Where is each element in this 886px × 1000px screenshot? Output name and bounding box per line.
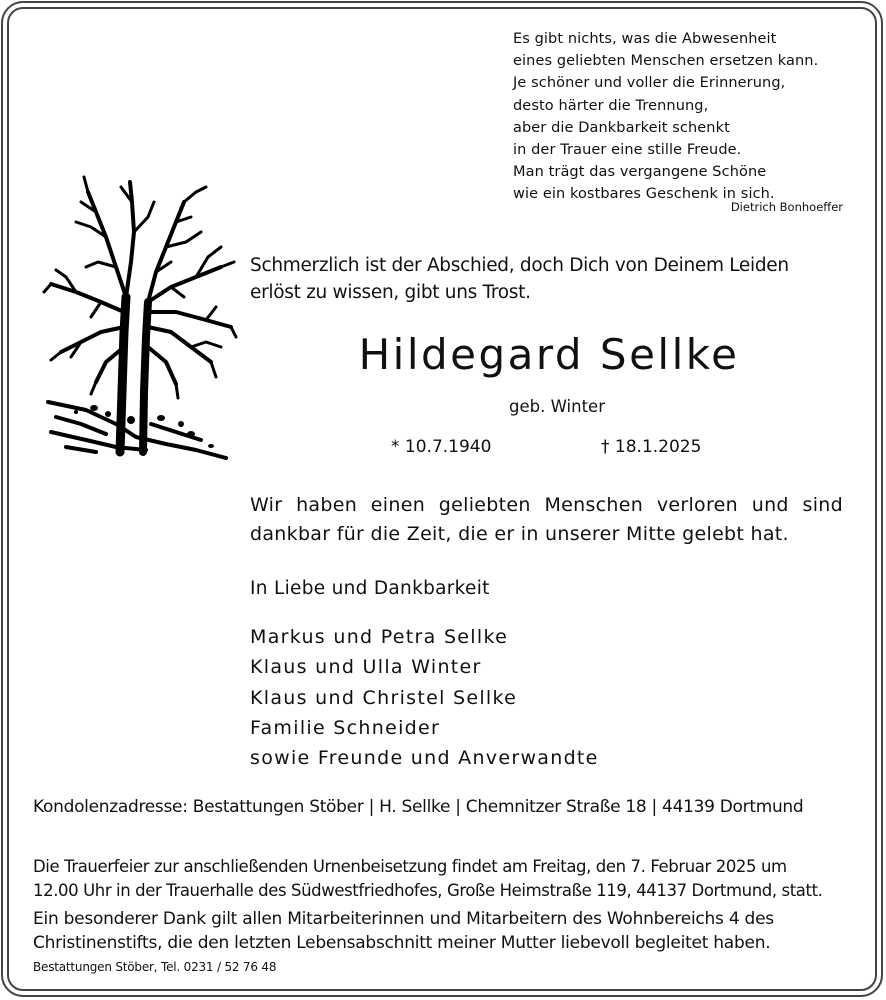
mourner-item: Klaus und Ulla Winter bbox=[250, 656, 482, 679]
mourner-item: Familie Schneider bbox=[250, 716, 441, 739]
intro-text bbox=[250, 252, 850, 306]
funeral-line: 12.00 Uhr in der Trauerhalle des Südwestfriedhofes, Große Heimstraße 119, 44137 Dortmund, statt. bbox=[33, 880, 823, 900]
quote-line: Es gibt nichts, was die Abwesenheit bbox=[513, 31, 777, 47]
undertaker-contact: Bestattungen Stöber, Tel. 0231 / 52 76 48 bbox=[33, 960, 277, 974]
thanks-line: Ein besonderer Dank gilt allen Mitarbeiterinnen und Mitarbeitern des Wohnbereichs 4 des bbox=[33, 909, 774, 929]
intro-line: erlöst zu wissen, gibt uns Trost. bbox=[250, 282, 531, 303]
quote-line: eines geliebten Menschen ersetzen kann. bbox=[513, 53, 819, 70]
message-line: Wir haben einen geliebten Menschen verloren und sind bbox=[250, 494, 843, 516]
death-date: † 18.1.2025 bbox=[601, 437, 702, 457]
deceased-name: Hildegard Sellke bbox=[358, 330, 740, 379]
mourner-item: sowie Freunde und Anverwandte bbox=[250, 747, 599, 770]
condolence-address: Kondolenzadresse: Bestattungen Stöber | H. Sellke | Chemnitzer Straße 18 | 44139 Dortmund bbox=[33, 797, 804, 817]
message-line: dankbar für die Zeit, die er in unserer Mitte gelebt hat. bbox=[250, 522, 789, 545]
funeral-info bbox=[33, 855, 848, 902]
quote-line: wie ein kostbares Geschenk in sich. bbox=[513, 186, 775, 203]
tree-icon bbox=[36, 162, 246, 462]
quote-line: desto härter die Trennung, bbox=[513, 97, 709, 114]
maiden-name: geb. Winter bbox=[509, 397, 605, 416]
mourners-list bbox=[250, 622, 599, 773]
quote-author: Dietrich Bonhoeffer bbox=[730, 200, 843, 214]
mourner-item: Klaus und Christel Sellke bbox=[250, 686, 518, 709]
closing-text: In Liebe und Dankbarkeit bbox=[250, 578, 490, 599]
intro-line: Schmerzlich ist der Abschied, doch Dich von Deinem Leiden bbox=[250, 255, 789, 276]
birth-date: * 10.7.1940 bbox=[391, 437, 492, 457]
thanks-line: Christinenstifts, die den letzten Lebensabschnitt meiner Mutter liebevoll begleitet haben. bbox=[33, 932, 771, 953]
message-text bbox=[250, 491, 843, 548]
mourner-item: Markus und Petra Sellke bbox=[250, 626, 509, 648]
thanks-text bbox=[33, 908, 848, 955]
quote-line: aber die Dankbarkeit schenkt bbox=[513, 119, 730, 136]
quote-line: Man trägt das vergangene Schöne bbox=[513, 164, 767, 181]
quote-line: in der Trauer eine stille Freude. bbox=[513, 142, 742, 159]
quote-line: Je schöner und voller die Erinnerung, bbox=[513, 75, 786, 92]
funeral-line: Die Trauerfeier zur anschließenden Urnenbeisetzung findet am Freitag, den 7. Februar 2025 um bbox=[33, 857, 787, 876]
quote-block bbox=[513, 28, 853, 206]
